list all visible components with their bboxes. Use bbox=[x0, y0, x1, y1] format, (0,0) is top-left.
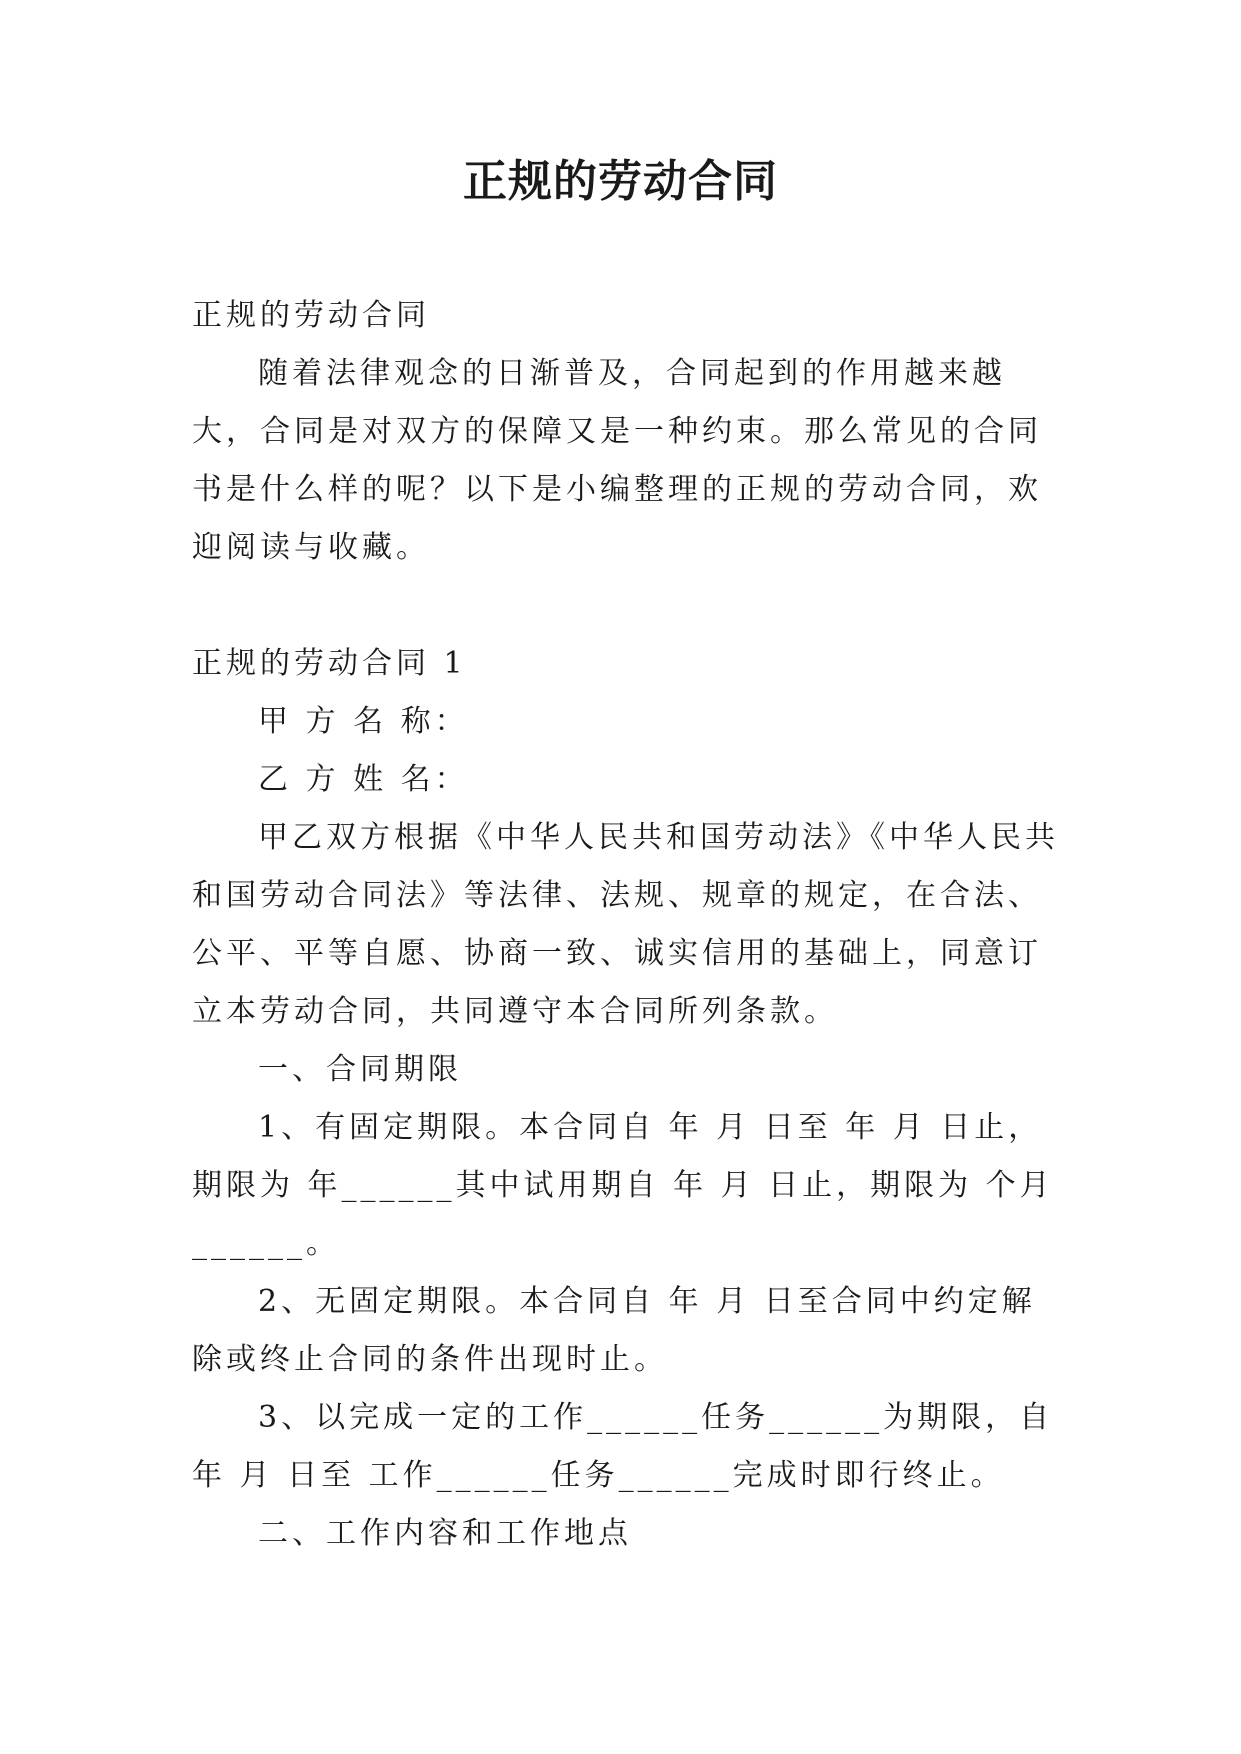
paragraph: 乙 方 姓 名： bbox=[258, 762, 469, 797]
paragraph: 正规的劳动合同 bbox=[192, 298, 430, 333]
paragraph: 甲乙双方根据《中华人民共和国劳动法》《中华人民共和国劳动合同法》等法律、法规、规章的规定，在合法、公平、平等自愿、协商一致、诚实信用的基础上，同意订立本劳动合同，共同遵守本合同所列条款。 bbox=[192, 820, 1059, 1029]
document-body bbox=[192, 287, 1062, 1563]
paragraph: 3、以完成一定的工作______任务______为期限，自 年 月 日至 工作______任务______完成时即行终止。 bbox=[192, 1400, 1054, 1493]
paragraph: 1、有固定期限。本合同自 年 月 日至 年 月 日止，期限为 年______其中试用期自 年 月 日止，期限为 个月______。 bbox=[192, 1110, 1054, 1261]
paragraph: 随着法律观念的日渐普及，合同起到的作用越来越大，合同是对双方的保障又是一种约束。那么常见的合同书是什么样的呢？以下是小编整理的正规的劳动合同，欢迎阅读与收藏。 bbox=[192, 356, 1042, 565]
paragraph: 2、无固定期限。本合同自 年 月 日至合同中约定解除或终止合同的条件出现时止。 bbox=[192, 1284, 1036, 1377]
paragraph: 二、工作内容和工作地点 bbox=[258, 1516, 632, 1551]
paragraph: 一、合同期限 bbox=[258, 1052, 462, 1087]
document-title: 正规的劳动合同 bbox=[463, 156, 778, 207]
paragraph: 甲 方 名 称： bbox=[258, 704, 469, 739]
paragraph: 正规的劳动合同 1 bbox=[192, 646, 467, 681]
